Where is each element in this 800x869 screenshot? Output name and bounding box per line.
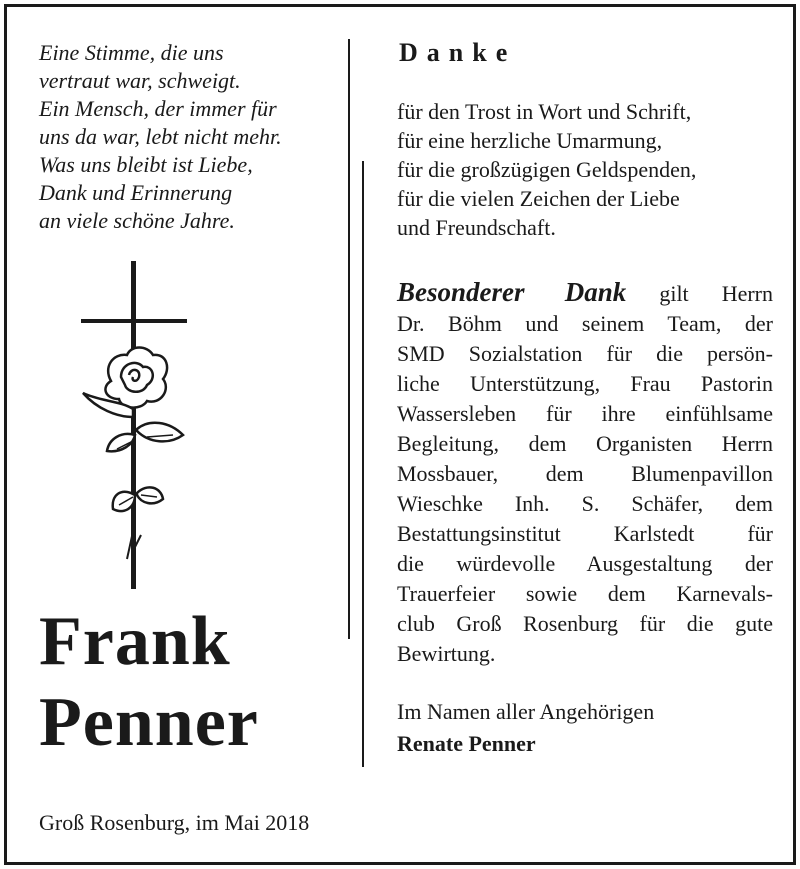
thanks-heading: Danke bbox=[399, 38, 517, 67]
poem-line: an viele schöne Jahre. bbox=[39, 208, 235, 233]
column-divider-right bbox=[362, 161, 364, 767]
cross-with-rose-icon bbox=[77, 259, 193, 593]
special-thanks-line: Wassersleben für ihre einfühlsame bbox=[397, 401, 773, 426]
special-thanks-line: SMD Sozialstation für die persön- bbox=[397, 341, 773, 366]
poem-line: Was uns bleibt ist Liebe, bbox=[39, 152, 253, 177]
thanks-line: für den Trost in Wort und Schrift, bbox=[397, 99, 692, 124]
special-thanks-line: Bestattungsinstitut Karlstedt für bbox=[397, 521, 773, 546]
poem-line: Eine Stimme, die uns bbox=[39, 40, 224, 65]
poem-line: uns da war, lebt nicht mehr. bbox=[39, 124, 282, 149]
thanks-line: für die großzügigen Geldspenden, bbox=[397, 157, 697, 182]
poem-line: vertraut war, schweigt. bbox=[39, 68, 241, 93]
deceased-first-name: Frank bbox=[39, 603, 231, 680]
place-and-date: Groß Rosenburg, im Mai 2018 bbox=[39, 810, 310, 835]
thanks-line: und Freundschaft. bbox=[397, 215, 556, 240]
special-thanks-line: Begleitung, dem Organisten Herrn bbox=[397, 431, 773, 456]
signoff-text: Im Namen aller Angehörigen bbox=[397, 699, 655, 724]
poem-line: Dank und Erinnerung bbox=[39, 180, 233, 205]
special-thanks-line: Dr. Böhm und seinem Team, der bbox=[397, 311, 773, 336]
special-thanks-emphasis: Besonderer Dank bbox=[397, 277, 627, 307]
special-thanks-line: die würdevolle Ausgestaltung der bbox=[397, 551, 773, 576]
special-thanks-line: Bewirtung. bbox=[397, 641, 496, 666]
special-thanks-line: club Groß Rosenburg für die gute bbox=[397, 611, 773, 636]
memorial-poem bbox=[39, 39, 339, 235]
special-thanks-first-line-rest: gilt Herrn bbox=[659, 281, 773, 306]
special-thanks-line: liche Unterstützung, Frau Pastorin bbox=[397, 371, 773, 396]
special-thanks-first-line bbox=[397, 277, 773, 309]
thanks-line: für die vielen Zeichen der Liebe bbox=[397, 186, 680, 211]
special-thanks-line: Wieschke Inh. S. Schäfer, dem bbox=[397, 491, 773, 516]
obituary-notice bbox=[4, 4, 796, 865]
column-divider-left bbox=[348, 39, 350, 639]
signer-name: Renate Penner bbox=[397, 731, 536, 756]
special-thanks-line: Trauerfeier sowie dem Karnevals- bbox=[397, 581, 773, 606]
thanks-list bbox=[397, 97, 777, 242]
deceased-last-name: Penner bbox=[39, 684, 259, 761]
thanks-line: für eine herzliche Umarmung, bbox=[397, 128, 663, 153]
special-thanks-paragraph bbox=[397, 277, 773, 669]
special-thanks-line: Mossbauer, dem Blumenpavillon bbox=[397, 461, 773, 486]
poem-line: Ein Mensch, der immer für bbox=[39, 96, 277, 121]
